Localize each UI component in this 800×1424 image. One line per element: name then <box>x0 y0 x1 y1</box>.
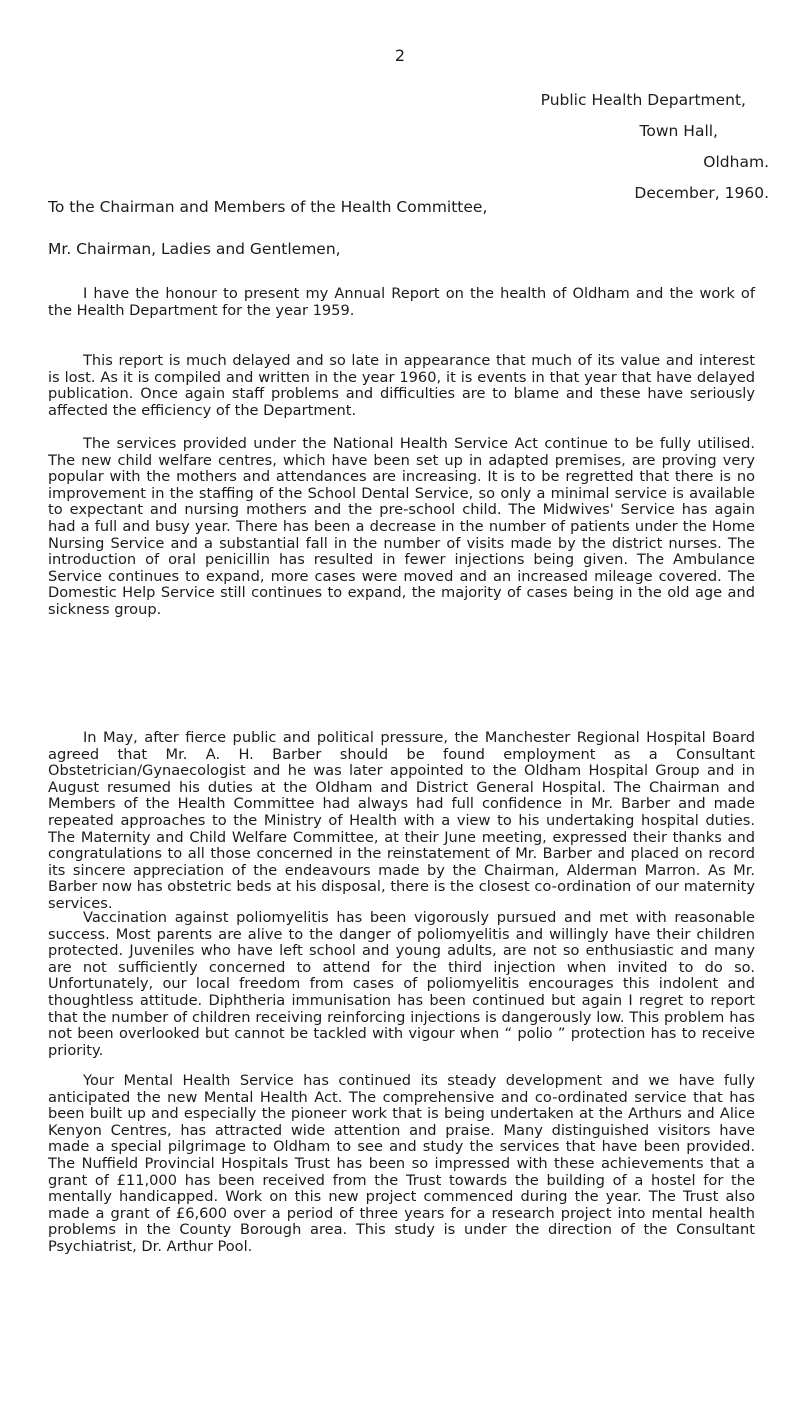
paragraph-mental-health: Your Mental Health Service has continued its steady development and we have fully anticipated the new Mental Health Act. The comprehensive and co-ordinated service that has been built up and especially the pioneer work that is being undertaken at the Arthurs and Alice Kenyon Centres, has attracted wide attention and praise. Many distinguished visitors have made a special pilgrimage to Oldham to see and study the services that have been provided. The Nuffield Provincial Hospitals Trust has been so impressed with these achievements that a grant of £11,000 has been received from the Trust towards the building of a hostel for the mentally handicapped. Work on this new project commenced during the year. The Trust also made a grant of £6,600 over a period of three years for a research project into mental health problems in the County Borough area. This study is under the direction of the Consultant Psychiatrist, Dr. Arthur Pool. <box>48 1072 755 1255</box>
address-line-date: December, 1960. <box>634 184 769 202</box>
address-line-department: Public Health Department, <box>540 91 746 109</box>
paragraph-nhs-services: The services provided under the National Health Service Act continue to be fully utilised. The new child welfare centres, which have been set up in adapted premises, are proving very popular with the mothers and attendances are increasing. It is to be regretted that there is no improvement in the staffing of the School Dental Service, so only a minimal service is available to expectant and nursing mothers and the pre-school child. The Midwives' Service has again had a full and busy year. There has been a decrease in the number of patients under the Home Nursing Service and a substantial fall in the number of visits made by the district nurses. The introduction of oral penicillin has resulted in fewer injections being given. The Ambulance Service continues to expand, more cases were moved and an increased mileage covered. The Domestic Help Service still continues to expand, the majority of cases being in the old age and sickness group. <box>48 435 755 618</box>
address-line-town: Oldham. <box>703 153 769 171</box>
address-line-building: Town Hall, <box>639 122 718 140</box>
paragraph-obstetric-appointment: In May, after fierce public and political pressure, the Manchester Regional Hospital Board agreed that Mr. A. H. Barber should be found employment as a Consultant Obstetrician/Gynaecologist and he was later appointed to the Oldham Hospital Group and in August resumed his duties at the Oldham and District General Hospital. The Chairman and Members of the Health Committee had always had full confidence in Mr. Barber and made repeated approaches to the Ministry of Health with a view to his undertaking hospital duties. The Maternity and Child Welfare Committee, at their June meeting, expressed their thanks and congratulations to all those concerned in the reinstatement of Mr. Barber and placed on record its sincere appreciation of the endeavours made by the Chairman, Alderman Marron. As Mr. Barber now has obstetric beds at his disposal, there is the closest co-ordination of our maternity services. <box>48 729 755 912</box>
paragraph-vaccination: Vaccination against poliomyelitis has been vigorously pursued and met with reasonable success. Most parents are alive to the danger of poliomyelitis and willingly have their children protected. Juveniles who have left school and young adults, are not so enthusiastic and many are not sufficiently concerned to attend for the third injection when invited to do so. Unfortunately, our local freedom from cases of poliomyelitis encourages this indolent and thoughtless attitude. Diphtheria immunisation has been continued but again I regret to report that the number of children receiving reinforcing injections is dangerously low. This problem has not been overlooked but cannot be tackled with vigour when “ polio ” protection has to receive priority. <box>48 909 755 1059</box>
addressee-line: To the Chairman and Members of the Health Committee, <box>48 198 488 216</box>
greeting-line: Mr. Chairman, Ladies and Gentlemen, <box>48 240 341 258</box>
sender-address <box>0 85 769 209</box>
paragraph-report-delay: This report is much delayed and so late in appearance that much of its value and interest is lost. As it is compiled and written in the year 1960, it is events in that year that have delayed publication. Once again staff problems and difficulties are to blame and these have seriously affected the efficiency of the Department. <box>48 352 755 419</box>
page-number: 2 <box>394 46 406 65</box>
paragraph-introduction: I have the honour to present my Annual Report on the health of Oldham and the work of the Health Department for the year 1959. <box>48 285 755 319</box>
